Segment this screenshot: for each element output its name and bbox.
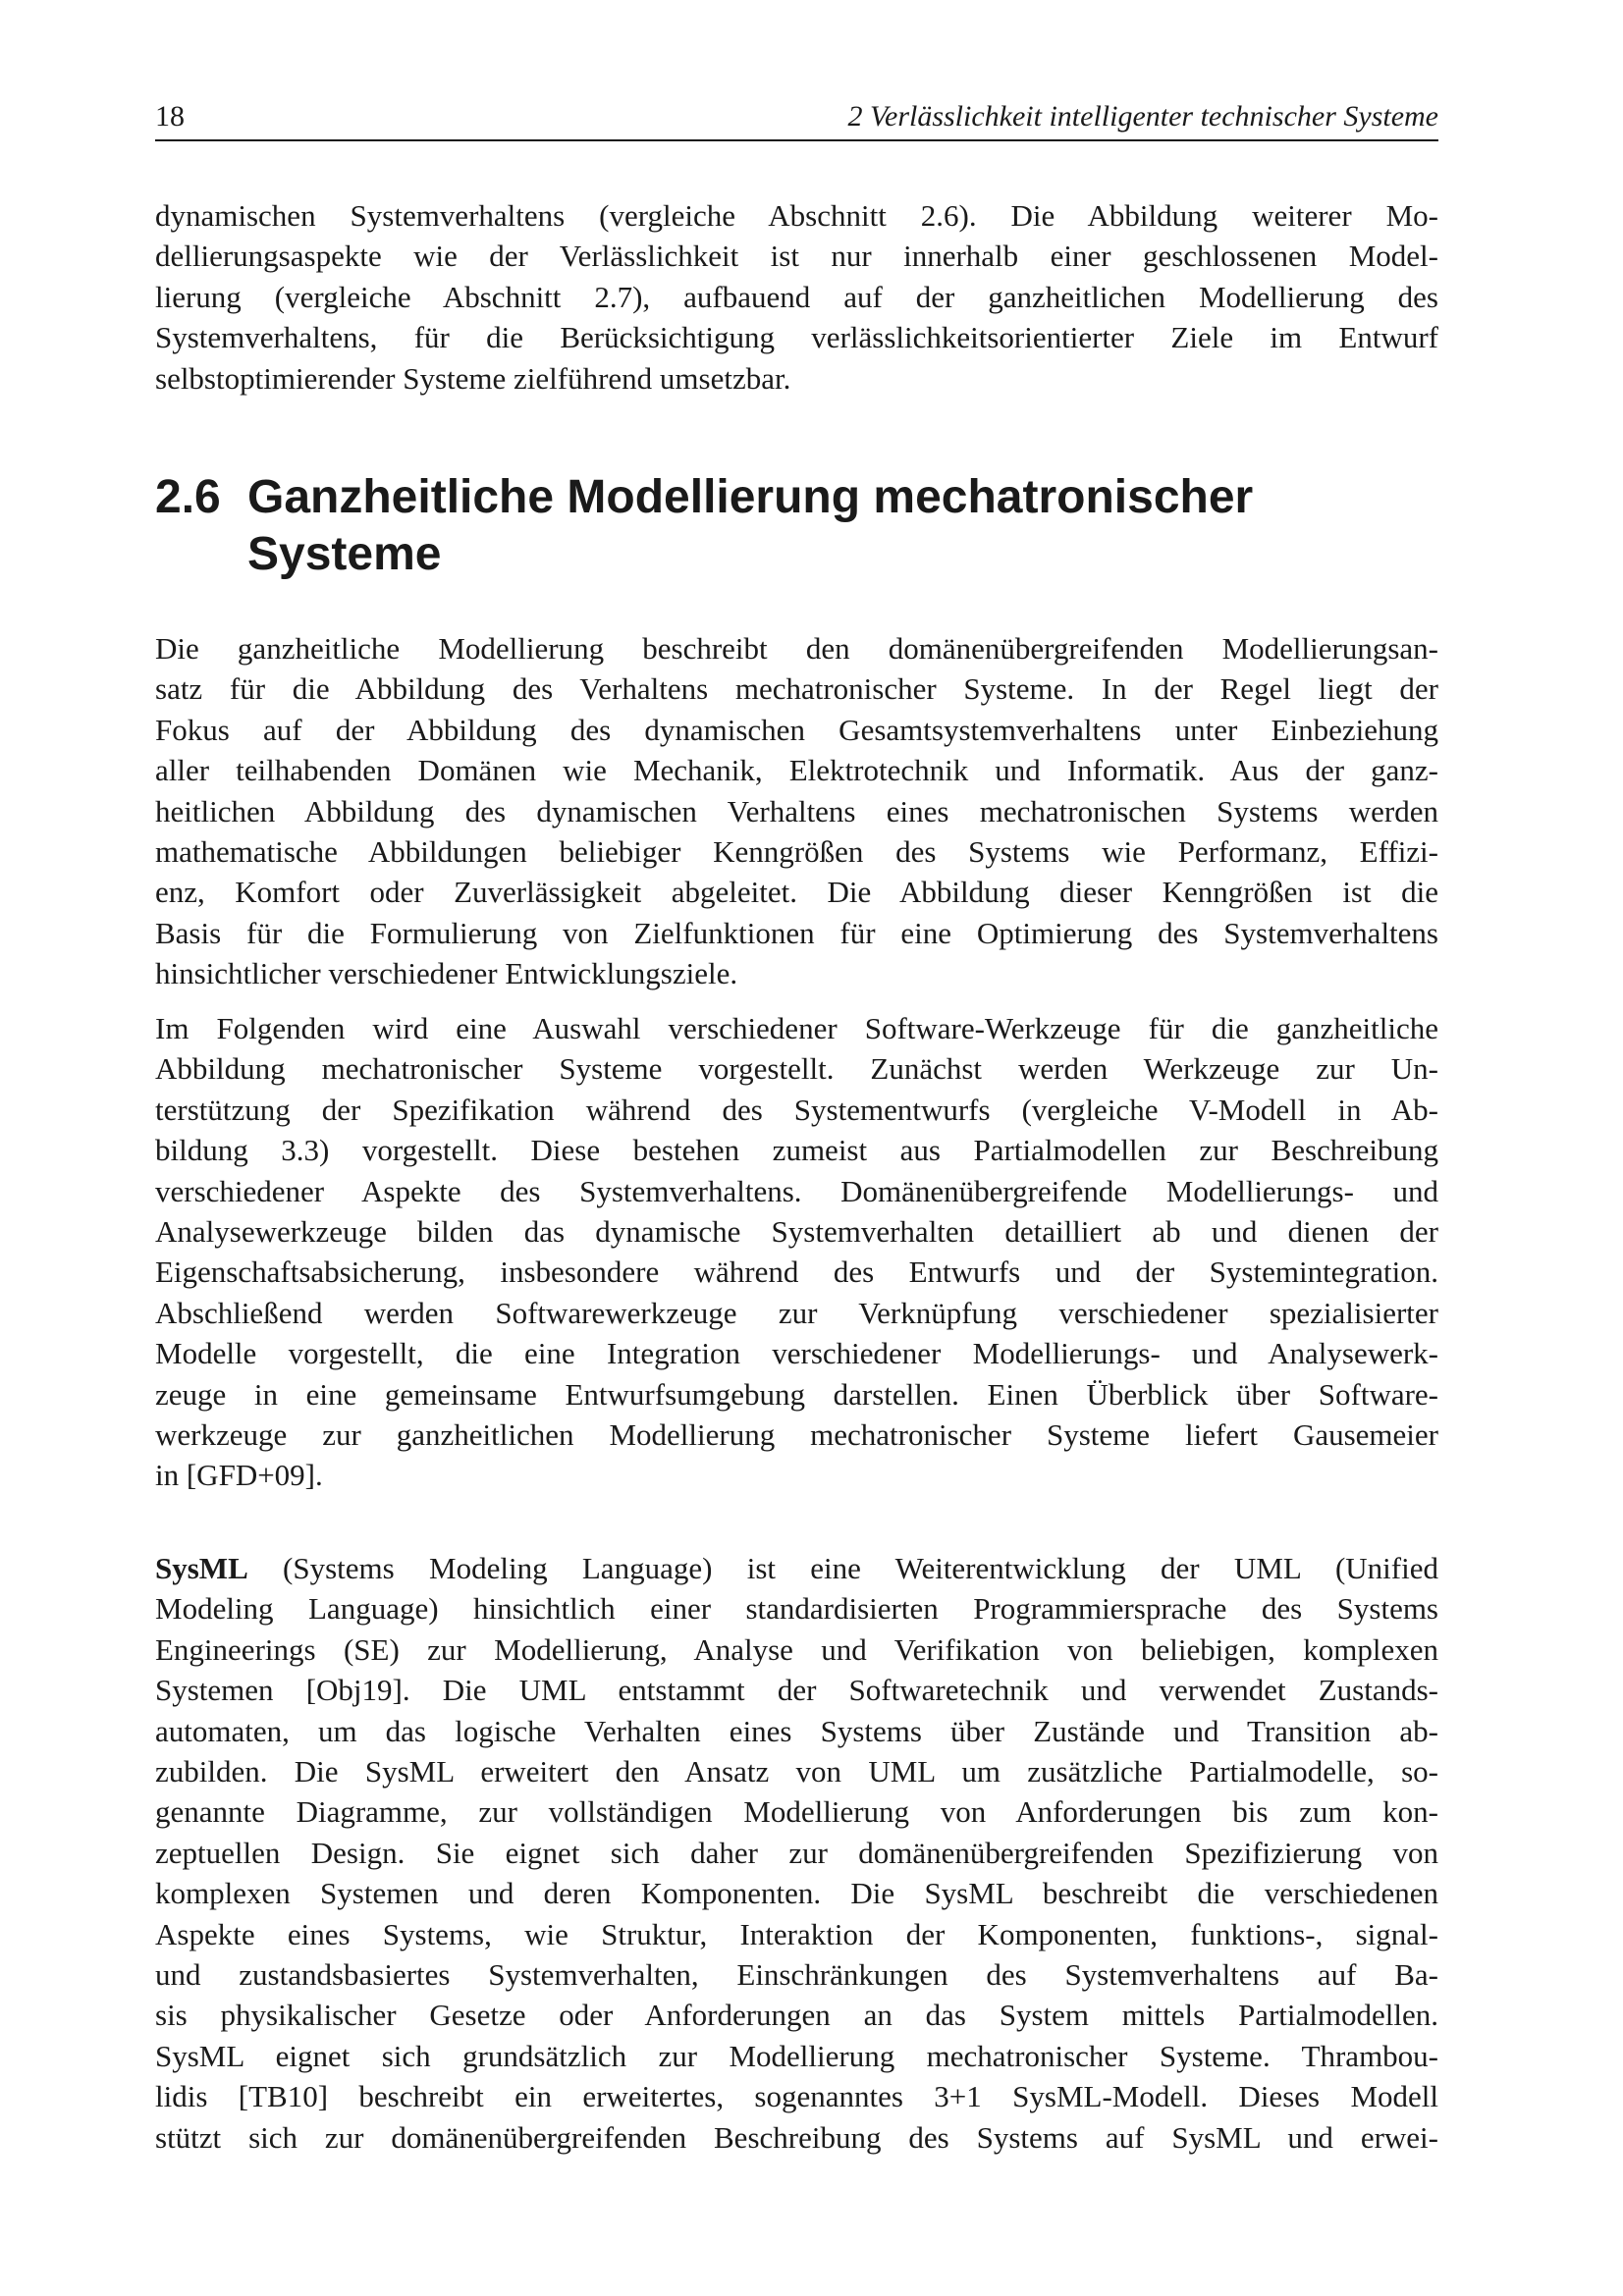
paragraph-line: werkzeuge zur ganzheitlichen Modellierung mechatronischer Systeme liefert Gausemeier <box>155 1417 1438 1453</box>
paragraph-line: zeuge in eine gemeinsame Entwurfsumgebung darstellen. Einen Überblick über Software- <box>155 1376 1438 1412</box>
paragraph-line: Eigenschaftsabsicherung, insbesondere während des Entwurfs und der Systemintegration. <box>155 1255 1438 1290</box>
paragraph-line: Systemverhaltens, für die Berücksichtigung verlässlichkeitsorientierter Ziele im Entwurf <box>155 320 1438 355</box>
paragraph-line-text: (Systems Modeling Language) ist eine Weiterentwicklung der UML (Unified <box>247 1551 1438 1585</box>
paragraph-line: bildung 3.3) vorgestellt. Diese bestehen zumeist aus Partialmodellen zur Beschreibung <box>155 1133 1438 1168</box>
paragraph-line: Abbildung mechatronischer Systeme vorgestellt. Zunächst werden Werkzeuge zur Un- <box>155 1051 1438 1087</box>
paragraph-line: enz, Komfort oder Zuverlässigkeit abgeleitet. Die Abbildung dieser Kenngrößen ist die <box>155 875 1438 910</box>
paragraph-line: hinsichtlicher verschiedener Entwicklungsziele. <box>155 956 738 991</box>
paragraph-line: selbstoptimierender Systeme zielführend umsetzbar. <box>155 360 791 396</box>
paragraph-line: in [GFD+09]. <box>155 1458 323 1493</box>
paragraph-line: satz für die Abbildung des Verhaltens mechatronischer Systeme. In der Regel liegt der <box>155 671 1438 707</box>
paragraph-line: lidis [TB10] beschreibt ein erweitertes, sogenanntes 3+1 SysML-Modell. Dieses Modell <box>155 2079 1438 2114</box>
running-title: 2 Verlässlichkeit intelligenter technischer Systeme <box>847 100 1438 133</box>
paragraph-line: Analysewerkzeuge bilden das dynamische Systemverhalten detailliert ab und dienen der <box>155 1214 1438 1250</box>
paragraph-line: sis physikalischer Gesetze oder Anforderungen an das System mittels Partialmodellen. <box>155 1998 1438 2033</box>
paragraph-line: Fokus auf der Abbildung des dynamischen Gesamtsystemverhaltens unter Einbeziehung <box>155 712 1438 747</box>
paragraph-line <box>155 1548 1438 1588</box>
paragraph-line: verschiedener Aspekte des Systemverhaltens. Domänenübergreifende Modellierungs- und <box>155 1173 1438 1208</box>
paragraph-line: zeptuellen Design. Sie eignet sich daher zur domänenübergreifenden Spezifizierung von <box>155 1835 1438 1870</box>
paragraph-software-tools <box>155 1008 1438 1496</box>
paragraph-line: Abschließend werden Softwarewerkzeuge zur Verknüpfung verschiedener spezialisierter <box>155 1295 1438 1330</box>
page-number: 18 <box>155 100 185 133</box>
paragraph-line: heitlichen Abbildung des dynamischen Verhaltens eines mechatronischen Systems werden <box>155 793 1438 828</box>
paragraph-line: automaten, um das logische Verhalten eines Systems über Zustände und Transition ab- <box>155 1713 1438 1748</box>
paragraph-line: genannte Diagramme, zur vollständigen Modellierung von Anforderungen bis zum kon- <box>155 1794 1438 1830</box>
section-title-line: Systeme <box>247 528 442 580</box>
paragraph-line: Engineerings (SE) zur Modellierung, Analyse und Verifikation von beliebigen, komplexen <box>155 1631 1438 1667</box>
paragraph-line: aller teilhabenden Domänen wie Mechanik, Elektrotechnik und Informatik. Aus der ganz- <box>155 753 1438 788</box>
paragraph-line: Modelle vorgestellt, die eine Integration verschiedener Modellierungs- und Analysewerk- <box>155 1336 1438 1371</box>
paragraph-line: lierung (vergleiche Abschnitt 2.7), aufbauend auf der ganzheitlichen Modellierung des <box>155 279 1438 314</box>
paragraph-line: Im Folgenden wird eine Auswahl verschiedener Software-Werkzeuge für die ganzheitliche <box>155 1011 1438 1045</box>
paragraph-line: Systemen [Obj19]. Die UML entstammt der Softwaretechnik und verwendet Zustands- <box>155 1673 1438 1708</box>
paragraph-line: komplexen Systemen und deren Komponenten. Die SysML beschreibt die verschiedenen <box>155 1876 1438 1911</box>
paragraph-line: zubilden. Die SysML erweitert den Ansatz von UML um zusätzliche Partialmodelle, so- <box>155 1754 1438 1789</box>
paragraph-line: mathematische Abbildungen beliebiger Kenngrößen des Systems wie Performanz, Effizi- <box>155 834 1438 870</box>
paragraph-line: Die ganzheitliche Modellierung beschreibt den domänenübergreifenden Modellierungsan- <box>155 631 1438 666</box>
section-title-line: Ganzheitliche Modellierung mechatronischer <box>247 471 1254 523</box>
paragraph-line: dynamischen Systemverhaltens (vergleiche Abschnitt 2.6). Die Abbildung weiterer Mo- <box>155 198 1438 233</box>
section-number: 2.6 <box>155 471 221 523</box>
paragraph-line: Basis für die Formulierung von Zielfunktionen für eine Optimierung des Systemverhaltens <box>155 915 1438 950</box>
paragraph-holistic-modeling <box>155 628 1438 994</box>
term-sysml: SysML <box>155 1551 248 1585</box>
paragraph-line: Aspekte eines Systems, wie Struktur, Interaktion der Komponenten, funktions-, signal- <box>155 1916 1438 1951</box>
paragraph-sysml <box>155 1548 1438 2158</box>
paragraph-line: und zustandsbasiertes Systemverhalten, Einschränkungen des Systemverhaltens auf Ba- <box>155 1957 1438 1993</box>
intro-paragraph <box>155 195 1438 399</box>
page-header <box>155 94 1438 141</box>
section-title <box>247 469 1426 583</box>
paragraph-line: Modeling Language) hinsichtlich einer standardisierten Programmiersprache des Systems <box>155 1591 1438 1627</box>
paragraph-line: dellierungsaspekte wie der Verlässlichkeit ist nur innerhalb einer geschlossenen Model- <box>155 239 1438 274</box>
paragraph-line: SysML eignet sich grundsätzlich zur Modellierung mechatronischer Systeme. Thrambou- <box>155 2038 1438 2073</box>
paragraph-line: stützt sich zur domänenübergreifenden Beschreibung des Systems auf SysML und erwei- <box>155 2119 1438 2155</box>
paragraph-line: terstützung der Spezifikation während des Systementwurfs (vergleiche V-Modell in Ab- <box>155 1092 1438 1127</box>
